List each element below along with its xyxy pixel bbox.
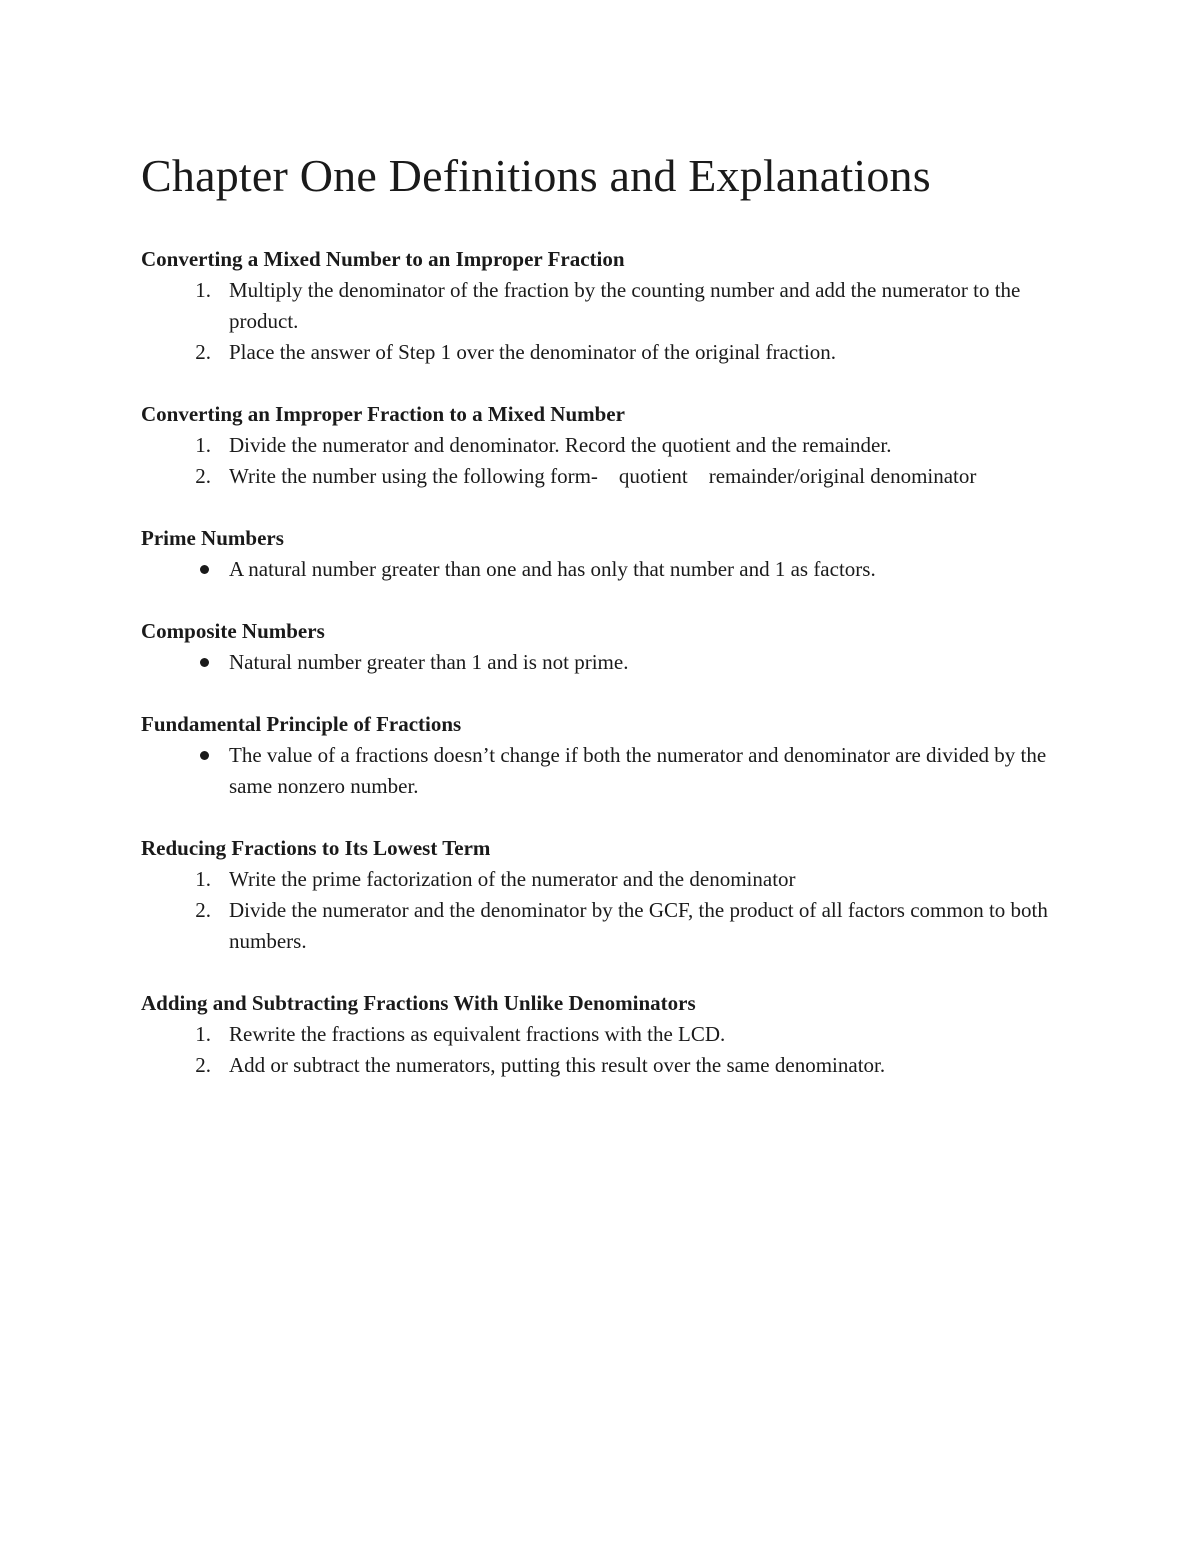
list-item-text: Place the answer of Step 1 over the denominator of the original fraction. (229, 340, 837, 364)
list-item-text: The value of a fractions doesn’t change if both the numerator and denominator are divided by the same nonzero number. (229, 743, 1052, 798)
bullet-list (141, 740, 1081, 802)
section (141, 988, 1081, 1081)
list-item (141, 275, 1081, 337)
list-item (141, 554, 1081, 585)
bullet-dot-icon (200, 751, 209, 760)
bullet-marker (141, 554, 211, 585)
list-item (141, 337, 1081, 368)
list-number: 2. (195, 898, 211, 922)
list-number: 2. (195, 1053, 211, 1077)
list-item (141, 430, 1081, 461)
list-item (141, 895, 1081, 957)
bullet-dot-icon (200, 565, 209, 574)
list-number: 1. (195, 1022, 211, 1046)
sections-container (141, 244, 1081, 1081)
section-heading: Converting a Mixed Number to an Improper Fraction (141, 247, 625, 271)
section (141, 709, 1081, 802)
document-page (141, 140, 1081, 1112)
list-item-text: Divide the numerator and denominator. Record the quotient and the remainder. (229, 433, 892, 457)
bullet-marker (141, 647, 211, 678)
list-item-text: Write the prime factorization of the numerator and the denominator (229, 867, 796, 891)
list-item-text: Divide the numerator and the denominator by the GCF, the product of all factors common to both numbers. (229, 898, 1054, 953)
numbered-list (141, 1019, 1081, 1081)
list-item-text: A natural number greater than one and has only that number and 1 as factors. (229, 557, 876, 581)
list-item (141, 647, 1081, 678)
section (141, 244, 1081, 368)
list-number: 2. (195, 464, 211, 488)
section-heading: Adding and Subtracting Fractions With Unlike Denominators (141, 991, 696, 1015)
numbered-list (141, 430, 1081, 492)
section-heading: Fundamental Principle of Fractions (141, 712, 462, 736)
list-number: 1. (195, 278, 211, 302)
section (141, 399, 1081, 492)
section (141, 833, 1081, 957)
list-item-text: Rewrite the fractions as equivalent fractions with the LCD. (229, 1022, 726, 1046)
list-item-text: Multiply the denominator of the fraction by the counting number and add the numerator to the product. (229, 278, 1026, 333)
section-heading: Prime Numbers (141, 526, 284, 550)
section (141, 523, 1081, 585)
section-heading: Reducing Fractions to Its Lowest Term (141, 836, 491, 860)
document-title: Chapter One Definitions and Explanations (141, 150, 931, 201)
bullet-dot-icon (200, 658, 209, 667)
numbered-list (141, 275, 1081, 368)
section-heading: Composite Numbers (141, 619, 325, 643)
list-item (141, 1019, 1081, 1050)
list-number: 1. (195, 433, 211, 457)
section (141, 616, 1081, 678)
list-item-text: Natural number greater than 1 and is not prime. (229, 650, 629, 674)
bullet-marker (141, 740, 211, 802)
numbered-list (141, 864, 1081, 957)
list-number: 1. (195, 867, 211, 891)
list-item (141, 1050, 1081, 1081)
list-item (141, 461, 1081, 492)
list-item (141, 864, 1081, 895)
list-item (141, 740, 1081, 802)
bullet-list (141, 554, 1081, 585)
section-heading: Converting an Improper Fraction to a Mixed Number (141, 402, 625, 426)
list-item-text: Add or subtract the numerators, putting this result over the same denominator. (229, 1053, 886, 1077)
bullet-list (141, 647, 1081, 678)
list-number: 2. (195, 340, 211, 364)
list-item-text: Write the number using the following form- quotient remainder/original denominator (229, 464, 977, 488)
